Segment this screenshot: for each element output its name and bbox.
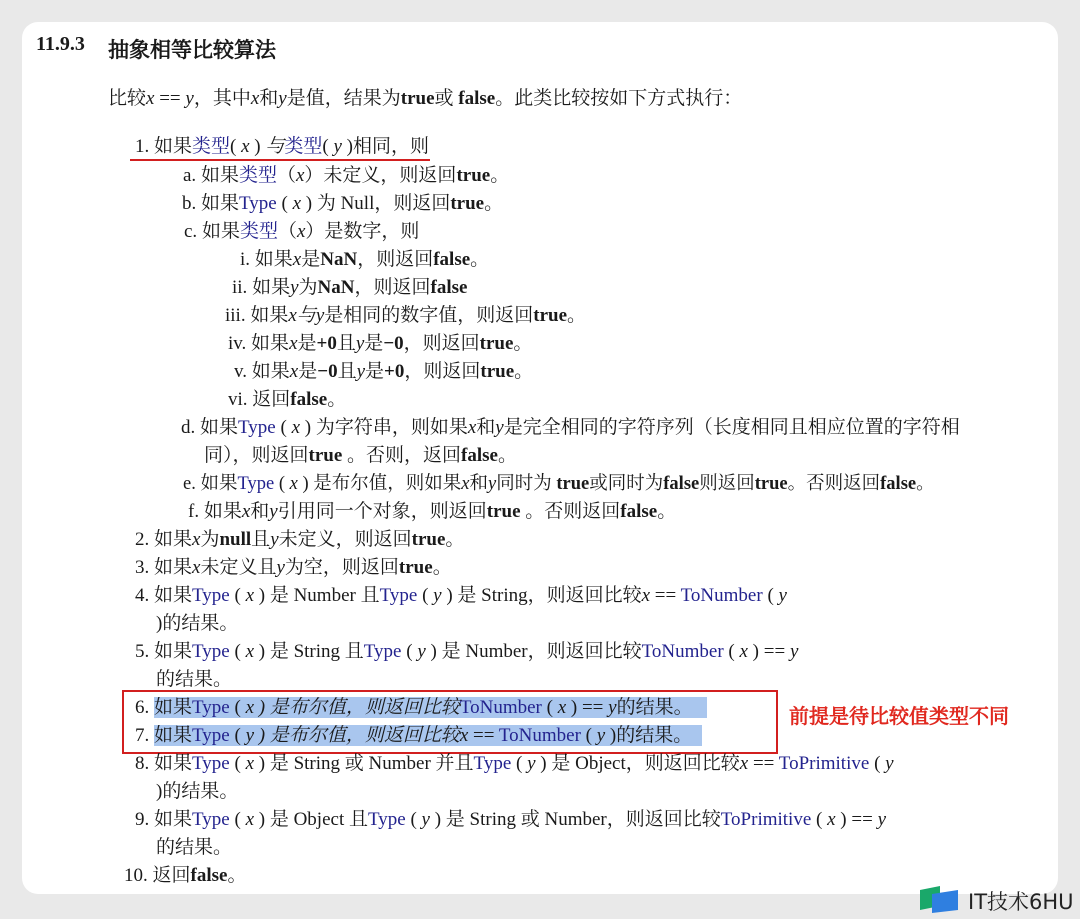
link-type[interactable]: Type: [192, 585, 230, 606]
link-type[interactable]: 类型: [239, 221, 278, 242]
link-tonumber[interactable]: ToNumber: [498, 725, 581, 746]
link-type[interactable]: Type: [237, 474, 275, 494]
link-type[interactable]: Type: [192, 641, 230, 662]
step-1c-i: i. 如果x是NaN，则返回false。: [240, 249, 490, 270]
step-2: 2. 如果x为null且y未定义，则返回true。: [135, 529, 465, 550]
step-1b: b. 如果Type ( x ) 为 Null，则返回true。: [182, 193, 504, 214]
watermark-text: IT技术6HU: [968, 890, 1074, 914]
annotation-note: 前提是待比较值类型不同: [789, 704, 1009, 728]
step-1c-ii: ii. 如果y为NaN，则返回false: [232, 277, 468, 298]
step-9-cont: 的结果。: [156, 837, 233, 858]
highlight: 如果Type ( y ) 是布尔值，则返回比较x == ToNumber ( y )的结果。: [154, 725, 702, 746]
highlight: 如果Type ( x ) 是布尔值，则返回比较ToNumber ( x ) == y的结果。: [154, 697, 707, 718]
step-1d: d. 如果Type ( x ) 为字符串，则如果x和y是完全相同的字符序列（长度相同且相应位置的字符相: [181, 417, 960, 438]
step-5-cont: 的结果。: [156, 669, 233, 690]
step-5: 5. 如果Type ( x ) 是 String 且Type ( y ) 是 Number，则返回比较ToNumber ( x ) == y: [135, 641, 799, 662]
link-toprimitive[interactable]: ToPrimitive: [720, 809, 812, 830]
link-type[interactable]: Type: [367, 809, 406, 830]
step-4-cont: )的结果。: [156, 613, 239, 634]
logo-icon: [918, 884, 962, 914]
step-1a: a. 如果类型（x）未定义，则返回true。: [183, 165, 510, 186]
step-1c-iv: iv. 如果x是+0且y是−0，则返回true。: [228, 333, 533, 354]
link-type[interactable]: Type: [192, 725, 230, 746]
link-type[interactable]: Type: [239, 193, 277, 214]
step-4: 4. 如果Type ( x ) 是 Number 且Type ( y ) 是 String，则返回比较x == ToNumber ( y: [135, 585, 787, 606]
step-1d-cont: 同），则返回true 。否则，返回false。: [204, 445, 517, 466]
step-8-cont: )的结果。: [156, 781, 239, 802]
link-type[interactable]: Type: [473, 753, 512, 774]
intro-paragraph: 比较x == y，其中x和y是值，结果为true或 false。此类比较按如下方式执行：: [108, 88, 743, 109]
section-title: 抽象相等比较算法: [108, 38, 276, 62]
section-number: 11.9.3: [36, 33, 85, 55]
red-underline: [130, 159, 430, 161]
step-7: 7. 如果Type ( y ) 是布尔值，则返回比较x == ToNumber ( y )的结果。: [135, 723, 702, 749]
link-type[interactable]: 类型: [238, 165, 277, 186]
link-tonumber[interactable]: ToNumber: [459, 697, 542, 718]
link-type[interactable]: Type: [363, 641, 402, 662]
step-1c-iii: iii. 如果x与y是相同的数字值，则返回true。: [225, 305, 587, 326]
step-9: 9. 如果Type ( x ) 是 Object 且Type ( y ) 是 String 或 Number，则返回比较ToPrimitive ( x ) == y: [135, 809, 886, 830]
step-1c-v: v. 如果x是−0且y是+0，则返回true。: [234, 361, 534, 382]
step-1c: c. 如果类型（x）是数字，则: [184, 221, 420, 242]
step-10: 10. 返回false。: [124, 865, 247, 886]
step-1f: f. 如果x和y引用同一个对象，则返回true 。否则返回false。: [188, 501, 677, 522]
link-type[interactable]: Type: [379, 585, 418, 606]
link-tonumber[interactable]: ToNumber: [641, 641, 724, 662]
step-1e: e. 如果Type ( x ) 是布尔值，则如果x和y同时为 true或同时为false则返回true。否则返回false。: [183, 474, 935, 494]
step-1: 1. 如果类型( x ) 与类型( y )相同，则: [135, 136, 430, 157]
link-type[interactable]: 类型: [284, 136, 323, 157]
step-1c-vi: vi. 返回false。: [228, 389, 347, 410]
link-type[interactable]: Type: [192, 697, 230, 718]
link-type[interactable]: 类型: [192, 136, 231, 157]
step-8: 8. 如果Type ( x ) 是 String 或 Number 并且Type ( y ) 是 Object，则返回比较x == ToPrimitive ( y: [135, 753, 894, 774]
link-toprimitive[interactable]: ToPrimitive: [778, 753, 870, 774]
step-3: 3. 如果x未定义且y为空，则返回true。: [135, 557, 452, 578]
watermark: [918, 884, 1078, 914]
link-type[interactable]: Type: [192, 753, 230, 774]
step-6: 6. 如果Type ( x ) 是布尔值，则返回比较ToNumber ( x ) == y的结果。: [135, 695, 707, 721]
link-type[interactable]: Type: [238, 417, 276, 438]
link-type[interactable]: Type: [192, 809, 230, 830]
link-tonumber[interactable]: ToNumber: [680, 585, 763, 606]
